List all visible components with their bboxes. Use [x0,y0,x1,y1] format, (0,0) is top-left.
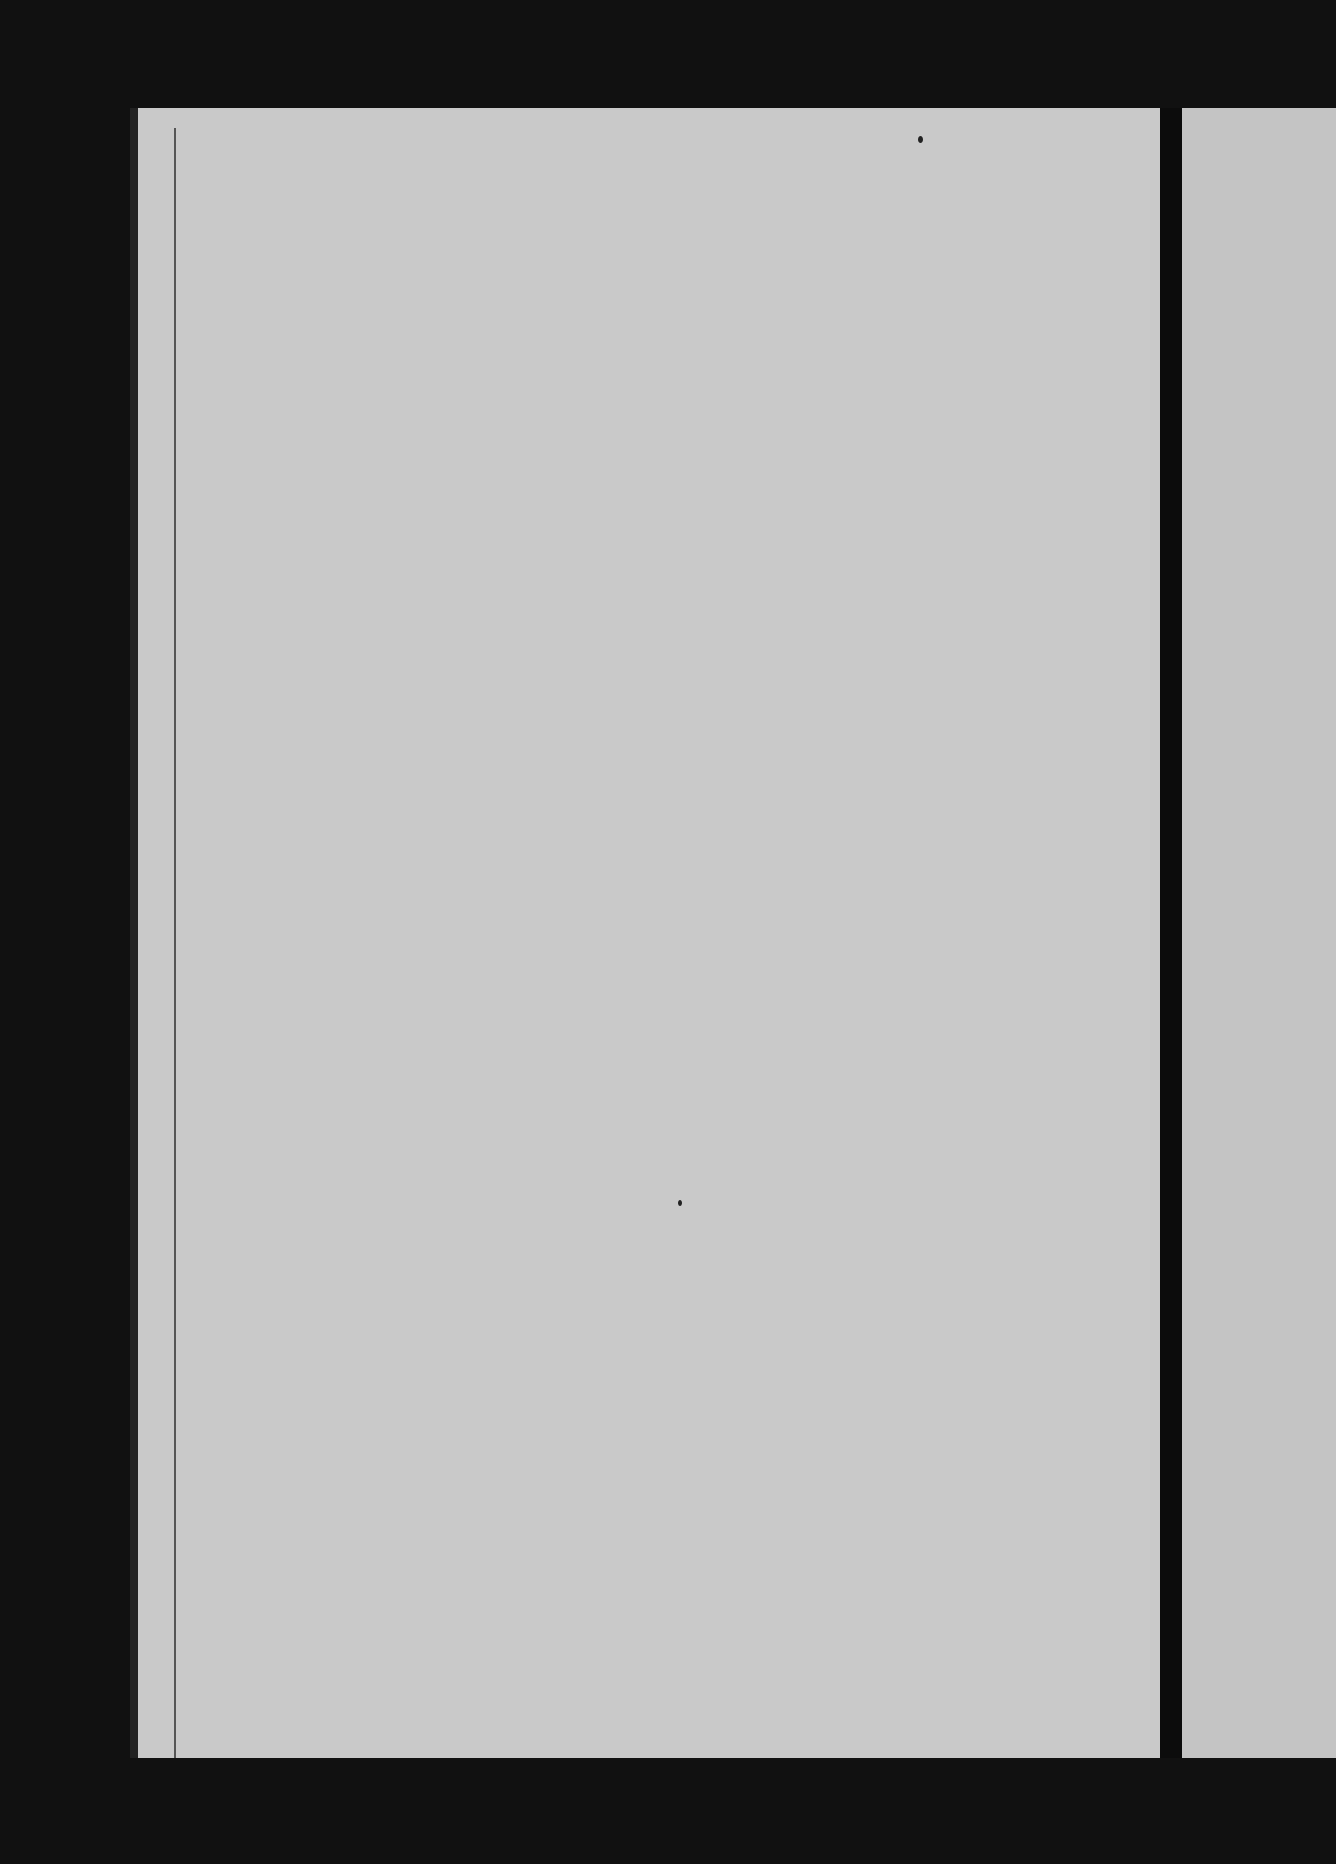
page-frame-line [174,128,1160,1758]
document-page [130,108,1160,1758]
ink-speck [678,1200,682,1206]
ink-speck [918,136,923,143]
adjacent-page [1182,108,1336,1758]
page-gutter [1160,108,1182,1758]
